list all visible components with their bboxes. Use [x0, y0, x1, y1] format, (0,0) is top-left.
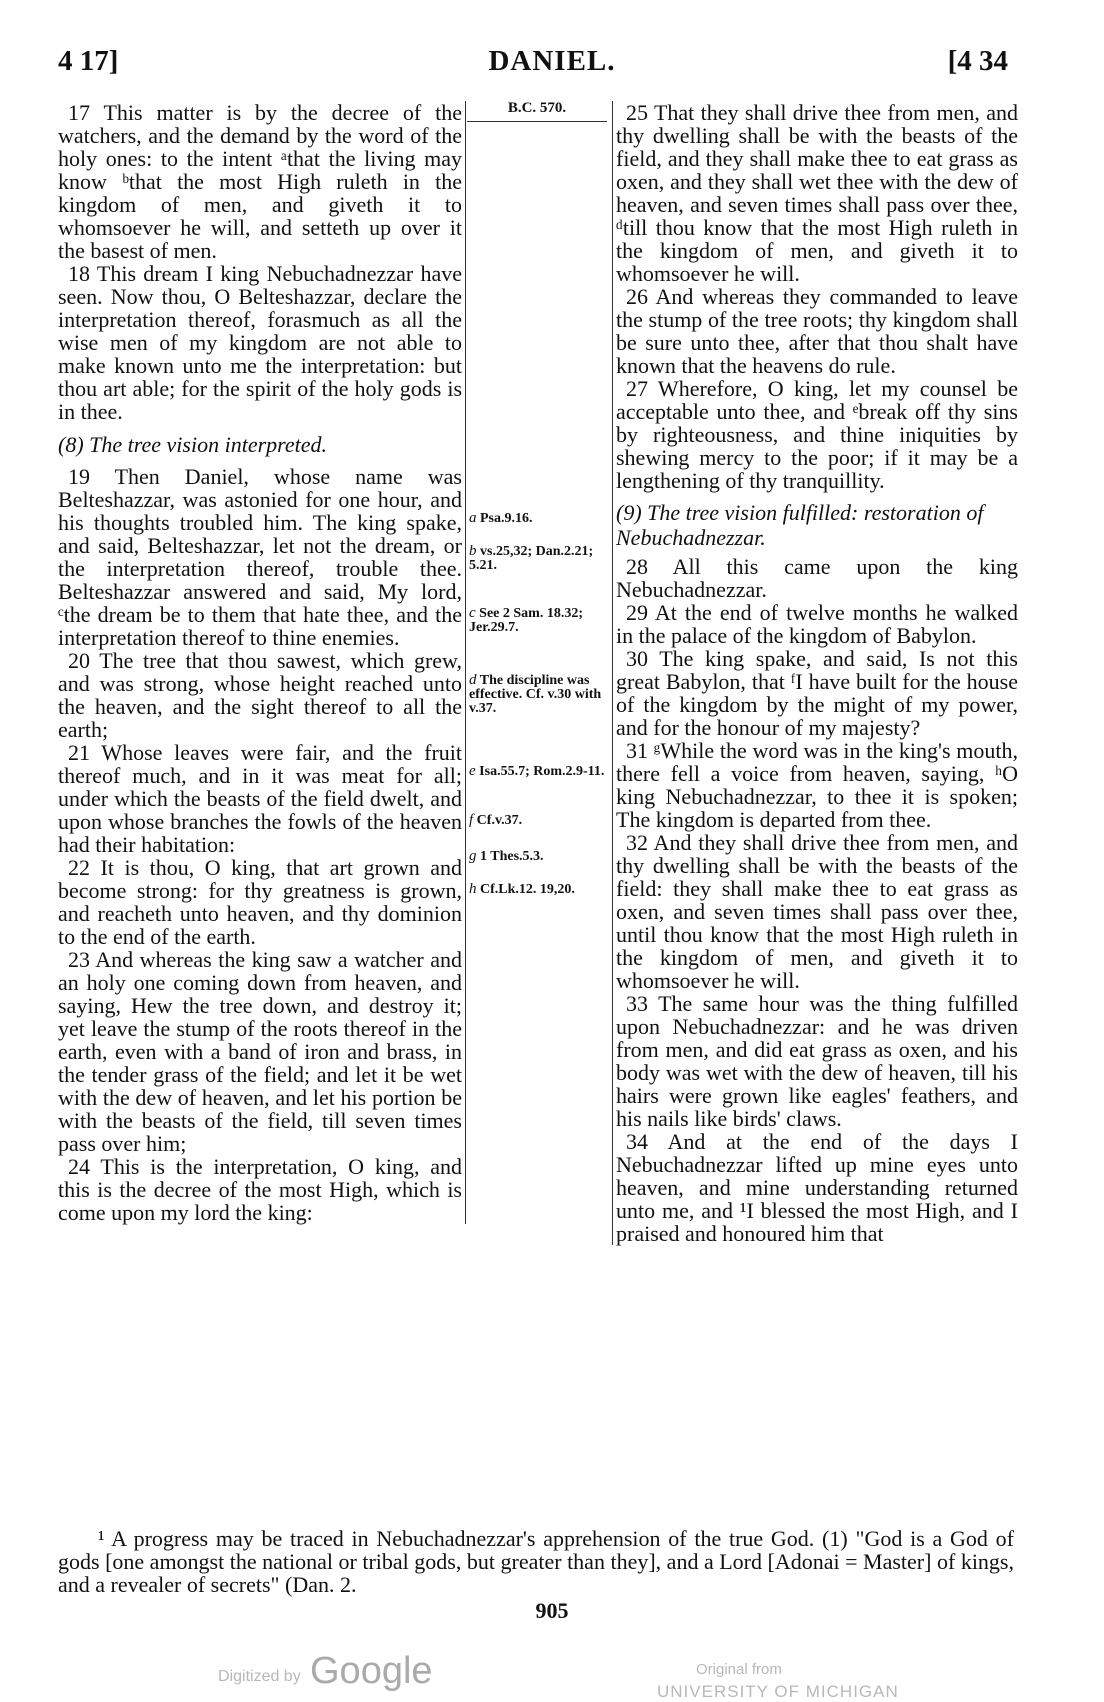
verse-24: 24 This is the interpretation, O king, and this is the decree of the most High, which is come upon my lord the king:	[58, 1154, 462, 1225]
margin-ref-c: c See 2 Sam. 18.32; Jer.29.7.	[469, 605, 583, 635]
margin-date: B.C. 570.	[467, 101, 607, 122]
right-text-column	[612, 101, 1018, 1245]
margin-ref-e: e Isa.55.7; Rom.2.9-11.	[469, 763, 605, 779]
margin-ref-b: b vs.25,32; Dan.2.21; 5.21.	[469, 543, 594, 573]
verse-31: 31 ᵍWhile the word was in the king's mouth, there fell a voice from heaven, saying, ʰO king Nebuchadnezzar, to thee it is spoken; The kingdom is departed from thee.	[616, 738, 1018, 832]
digitized-by-text: Digitized by	[218, 1668, 301, 1685]
section-heading-8: (8) The tree vision interpreted.	[58, 432, 328, 457]
running-head-right: [4 34	[947, 45, 1008, 77]
university-text: UNIVERSITY OF MICHIGAN	[657, 1682, 899, 1701]
page-title: DANIEL.	[488, 45, 616, 77]
page-number: 905	[535, 1598, 569, 1623]
verse-26: 26 And whereas they commanded to leave the stump of the tree roots; thy kingdom shall be sure unto thee, after that thou shalt have known that the heavens do rule.	[616, 284, 1018, 378]
margin-ref-a: a Psa.9.16.	[469, 510, 533, 526]
verse-20: 20 The tree that thou sawest, which grew, and was strong, whose height reached unto the heaven, and the sight thereof to all the earth;	[58, 648, 462, 742]
verse-34: 34 And at the end of the days I Nebuchadnezzar lifted up mine eyes unto heaven, and mine understanding returned unto me, and ¹I blessed the most High, and I praised and honoured him that	[616, 1129, 1018, 1246]
margin-ref-d: d The discipline was effective. Cf. v.30 with v.37.	[469, 672, 602, 716]
margin-ref-f: f Cf.v.37.	[469, 812, 523, 828]
google-logo: Google	[310, 1650, 433, 1692]
verse-17: 17 This matter is by the decree of the watchers, and the demand by the word of the holy ones: to the intent ᵃthat the living may know ᵇthat the most High ruleth in the kingdom of men, and giveth it to whomsoever he will, and setteth up over it the basest of men.	[58, 100, 462, 263]
verse-25: 25 That they shall drive thee from men, and thy dwelling shall be with the beasts of the field, and they shall make thee to eat grass as oxen, and they shall wet thee with the dew of heaven, and seven times shall pass over thee, ᵈtill thou know that the most High ruleth in the kingdom of men, and giveth it to whomsoever he will.	[616, 100, 1018, 286]
verse-30: 30 The king spake, and said, Is not this great Babylon, that ᶠI have built for the house of the kingdom by the might of my power, and for the honour of my majesty?	[616, 646, 1018, 740]
verse-28: 28 All this came upon the king Nebuchadnezzar.	[616, 554, 1018, 602]
footnote-text: ¹ A progress may be traced in Nebuchadnezzar's apprehension of the true God. (1) "God is a God of gods [one amongst the national or tribal gods, but greater than they], and a Lord [Adonai = Master] of kings, and a revealer of secrets" (Dan. 2.	[58, 1526, 1014, 1597]
verse-33: 33 The same hour was the thing fulfilled upon Nebuchadnezzar: and he was driven from men, and did eat grass as oxen, and his body was wet with the dew of heaven, till his hairs were grown like eagles' feathers, and his nails like birds' claws.	[616, 991, 1018, 1131]
margin-ref-g: g 1 Thes.5.3.	[469, 848, 544, 864]
verse-27: 27 Wherefore, O king, let my counsel be acceptable unto thee, and ᵉbreak off thy sins by righteousness, and thine iniquities by shewing mercy to the poor; if it may be a lengthening of thy tranquillity.	[616, 376, 1018, 493]
section-heading-9: (9) The tree vision fulfilled: restoration of Nebuchadnezzar.	[616, 500, 984, 550]
verse-22: 22 It is thou, O king, that art grown and become strong: for thy greatness is grown, and reacheth unto heaven, and thy dominion to the end of the earth.	[58, 855, 462, 949]
verse-23: 23 And whereas the king saw a watcher and an holy one coming down from heaven, and saying, Hew the tree down, and destroy it; yet leave the stump of the roots thereof in the earth, even with a band of iron and brass, in the tender grass of the field; and let it be wet with the dew of heaven, and let his portion be with the beasts of the field, till seven times pass over him;	[58, 947, 462, 1156]
verse-21: 21 Whose leaves were fair, and the fruit thereof much, and in it was meat for all; under which the beasts of the field dwelt, and upon whose branches the fowls of the heaven had their habitation:	[58, 740, 462, 857]
margin-references	[467, 100, 607, 897]
original-from-text: Original from	[696, 1661, 782, 1678]
verse-29: 29 At the end of twelve months he walked in the palace of the kingdom of Babylon.	[616, 600, 1018, 648]
verse-32: 32 And they shall drive thee from men, and thy dwelling shall be with the beasts of the field: they shall make thee to eat grass as oxen, and seven times shall pass over thee, until thou know that the most High ruleth in the kingdom of men, and giveth it to whomsoever he will.	[616, 830, 1018, 993]
verse-18: 18 This dream I king Nebuchadnezzar have seen. Now thou, O Belteshazzar, declare the interpretation thereof, forasmuch as all the wise men of my kingdom are not able to make known unto me the interpretation: but thou art able; for the spirit of the holy gods is in thee.	[58, 261, 462, 424]
footnote	[58, 1527, 1014, 1596]
running-head-left: 4 17]	[58, 45, 119, 77]
left-text-column	[58, 101, 466, 1224]
verse-19: 19 Then Daniel, whose name was Belteshazzar, was astonied for one hour, and his thoughts troubled him. The king spake, and said, Belteshazzar, let not the dream, or the interpretation thereof, trouble thee. Belteshazzar answered and said, My lord, ᶜthe dream be to them that hate thee, and the interpretation thereof to thine enemies.	[58, 464, 462, 650]
margin-ref-h: h Cf.Lk.12. 19,20.	[469, 881, 575, 897]
